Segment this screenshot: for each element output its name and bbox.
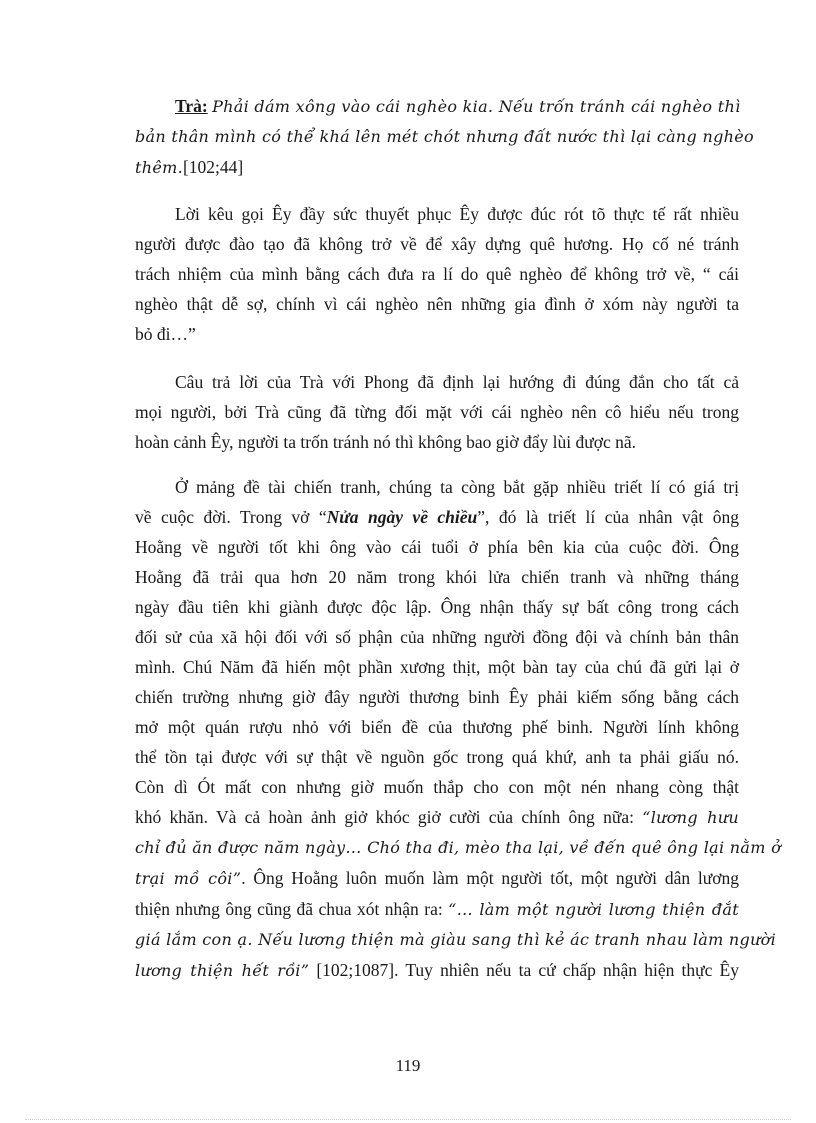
text-line: mở một quán rượu nhỏ với biển đề của thương phế binh. Người lính không [135, 717, 739, 737]
paragraph-chien-tranh [135, 472, 781, 986]
paragraph-cau-tra-loi [135, 367, 739, 457]
text-line: Còn dì Ót mất con nhưng giờ muốn thắp cho con một nén nhang còng thật [135, 777, 739, 797]
play-title: Nửa ngày về chiều [326, 507, 478, 527]
text-line: Hoằng về người tốt khi ông vào cái tuổi ở phía bên kia của cuộc đời. Ông [135, 537, 739, 557]
paragraph-tra-quote [135, 91, 754, 183]
text-line: về cuộc đời. Trong vở “Nửa ngày về chiều”, đó là triết lí của nhân vật ông [135, 507, 739, 527]
text-line: Lời kêu gọi Êy đầy sức thuyết phục Êy được đúc rót tõ thực tế rất nhiều [175, 204, 739, 224]
text-line: nghèo thật dễ sợ, chính vì cái nghèo nên những gia đình ở xóm này người ta [135, 294, 739, 314]
text-line: lương thiện hết rồi” [102;1087]. Tuy nhiên nếu ta cứ chấp nhận hiện thực Êy [135, 960, 739, 980]
text-line: bỏ đi…” [135, 324, 196, 344]
text-line: trại mồ côi”. Ông Hoằng luôn muốn làm một người tốt, một người dân lương [135, 868, 739, 888]
text-line: giá lắm con ạ. Nếu lương thiện mà giàu sang thì kẻ ác tranh nhau làm người [135, 930, 777, 949]
text-line: hoàn cảnh Êy, người ta trốn tránh nó thì không bao giờ đẩy lùi được nã. [135, 432, 636, 452]
paragraph-loi-keu-goi [135, 199, 739, 349]
citation: [102;44] [182, 157, 244, 177]
text-line: ngày đầu tiên khi giành được độc lập. Ông nhận thấy sự bất công trong cách [135, 597, 739, 617]
text-line: Trà: Phải dám xông vào cái nghèo kia. Nếu trốn tránh cái nghèo thì [175, 96, 741, 116]
text-line: mình. Chú Năm đã hiến một phần xương thịt, một bàn tay của chú đã gửi lại ở [135, 657, 739, 677]
footer-divider [25, 1119, 791, 1120]
text-line: thêm.[102;44] [135, 157, 244, 177]
text-line: chiến trường nhưng giờ đây người thương binh Êy phải kiếm sống bằng cách [135, 687, 739, 707]
text-line: trách nhiệm của mình bằng cách đưa ra lí do quê nghèo để không trở về, “ cái [135, 264, 739, 284]
text-line: Ở mảng đề tài chiến tranh, chúng ta còng bắt gặp nhiều triết lí có giá trị [175, 477, 739, 497]
text-line: mọi người, bởi Trà cũng đã từng đối mặt với cái nghèo nên cô hiểu nếu trong [135, 402, 739, 422]
text-line: thể tồn tại được với sự thật về nguồn gốc trong quá khứ, anh ta phải giấu nó. [135, 747, 739, 767]
text-line: khó khăn. Và cả hoàn ảnh giở khóc giở cười của chính ông nữa: “lương hưu [135, 807, 739, 827]
text-line: bản thân mình có thể khá lên mét chót nhưng đất nước thì lại càng nghèo [135, 127, 754, 146]
page-number: 119 [395, 1056, 421, 1075]
text-line: người được đào tạo đã không trở về để xây dựng quê hương. Họ cố né tránh [135, 234, 739, 254]
text-line: Câu trả lời của Trà với Phong đã định lại hướng đi đúng đắn cho tất cả [175, 372, 739, 392]
text-line: chỉ đủ ăn được năm ngày… Chó tha đi, mèo tha lại, về đến quê ông lại nằm ở [135, 838, 781, 857]
text-line: Hoằng đã trải qua hơn 20 năm trong khói lửa chiến tranh và những tháng [135, 567, 739, 587]
text-line: thiện nhưng ông cũng đã chua xót nhận ra: “… làm một người lương thiện đắt [135, 899, 739, 919]
speaker-label: Trà: [175, 96, 208, 116]
text-line: đối sử của xã hội đối với số phận của những người đồng đội và chính bản thân [135, 627, 739, 647]
